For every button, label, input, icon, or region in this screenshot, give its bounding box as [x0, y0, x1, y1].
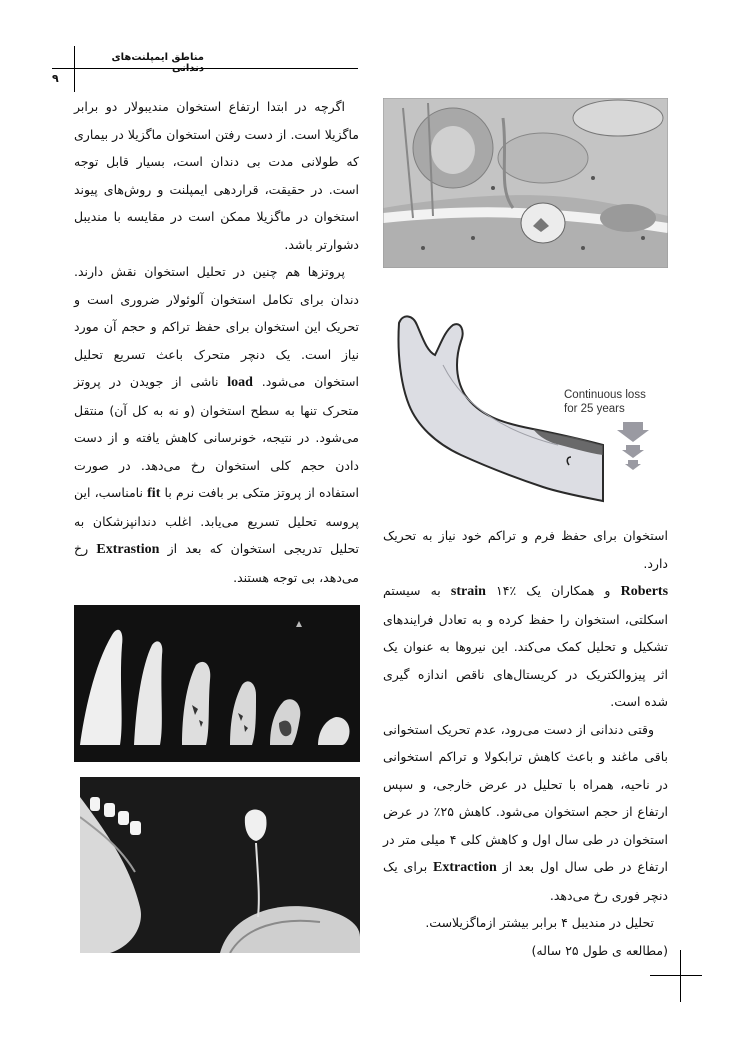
term-load: load [227, 375, 253, 390]
continuous-loss-line-2: for 25 years [564, 403, 625, 415]
page-number: ۹ [52, 72, 59, 85]
crop-mark-vertical [680, 950, 681, 1002]
histology-drawing [383, 98, 668, 268]
running-header-title: مناطق ایمپلنت‌های دندانی [111, 52, 204, 74]
histology-micrograph [383, 98, 668, 268]
paragraph-tooth-loss-a: وقتی دندانی از دست می‌رود، عدم تحريک استخوانی باقی ماغند و باعث کاهش ترابکولا و تراکم استخوانی در ناحيه، همراه با تحليل در عرض خارجی، و سپس ارتفاع از حجم استخوان می‌شود. کاهش ۲۵٪ در عرض استخوان در طی سال اول و کاهش کلی ۴ ميلی متر در ارتفاع در طی سال اول بعد از [383, 721, 668, 874]
paragraph-prostheses [74, 258, 359, 591]
paragraph-prostheses-s3: رخ می‌دهد، بی توجه هستند. [74, 541, 359, 585]
continuous-loss-line-1: Continuous loss [564, 389, 646, 401]
down-arrows [617, 422, 649, 470]
paragraph-mandible-resorption: تحليل در منديبل ۴ برابر بيشتر ازماگزيلاست. [425, 915, 654, 930]
continuous-loss-label [564, 388, 669, 416]
crop-mark-horizontal [650, 975, 702, 976]
term-fit: fit [147, 486, 161, 501]
figure-caption: استخوان برای حفظ فرم و تراکم خود نياز به تحريک دارد. [383, 528, 668, 571]
bone-sections-drawing [74, 605, 360, 762]
edentulous-jaw-photo [80, 777, 360, 953]
paragraph-roberts-a: و همکاران يک [526, 583, 611, 598]
header-vertical-rule [74, 46, 75, 92]
paragraph-tooth-loss-b: برای يک دنچر فوری رخ می‌دهد. [383, 859, 668, 903]
mandible-bone-loss-figure [383, 305, 673, 510]
paragraph-prostheses-intro: پروتزها هم چنين در تحليل استخوان نقش دارند. دندان برای تکامل استخوان آلوئولار ضروری است و تحريک اين استخوان برای حفظ تراکم و حجم آن مورد نياز است. يک دنچر متحرک باعث تسريع تحليل استخوان می‌شود. [74, 264, 359, 389]
right-text-column [383, 522, 668, 964]
paragraph-prostheses-s1: ناشی از جويدن در پروتز متحرک تنها به سطح استخوان (و نه به کل آن) منتقل می‌شود. در نتيجه، خونرسانی کاهش يافته و از دست دادن حجم کلی استخوان رخ می‌دهد. در صورت استفاده از پروتز متکی بر بافت نرم با [74, 374, 359, 500]
paragraph-roberts [383, 577, 668, 716]
paragraph-prostheses-s2: نامناسب، اين پروسه تحليل تسريع می‌يابد. اغلب دندانپزشکان به تحليل تدريجی استخوان که بعد از [74, 485, 360, 556]
bone-cross-sections-photo [74, 605, 360, 762]
term-extrastion: Extrastion [96, 542, 160, 557]
paragraph-maxilla-mandible: اگرچه در ابتدا ارتفاع استخوان منديبولار دو برابر ماگزيلا است. از دست رفتن استخوان ماگزيلا در بيماری که طولانی مدت بی دندان است، بسيار قابل توجه است. در حقيقت، قراردهی ايمپلنت و روش‌های پيوند استخوان در ماگزيلا ممکن است در مقايسه با منديبل دشوارتر باشد. [74, 99, 359, 252]
paragraph-study-note: (مطالعه ی طول ۲۵ ساله) [531, 942, 668, 958]
paragraph-tooth-loss [383, 716, 668, 910]
term-roberts: Roberts [620, 584, 669, 599]
term-strain: strain [450, 584, 486, 599]
term-extraction: Extraction [433, 860, 497, 875]
jaw-photo-drawing [80, 777, 360, 953]
paragraph-roberts-b: ۱۴٪ به سيستم اسکلتی، استخوان را حفظ کرده و به تعادل فرايندهای تشکيل و تحليل کمک می‌کند. اين نيروها به عنوان يک اثر پيزوالکتريک در کريستال‌های ناقص اندازه گيری شده است. [383, 583, 668, 709]
left-text-column [74, 93, 359, 591]
